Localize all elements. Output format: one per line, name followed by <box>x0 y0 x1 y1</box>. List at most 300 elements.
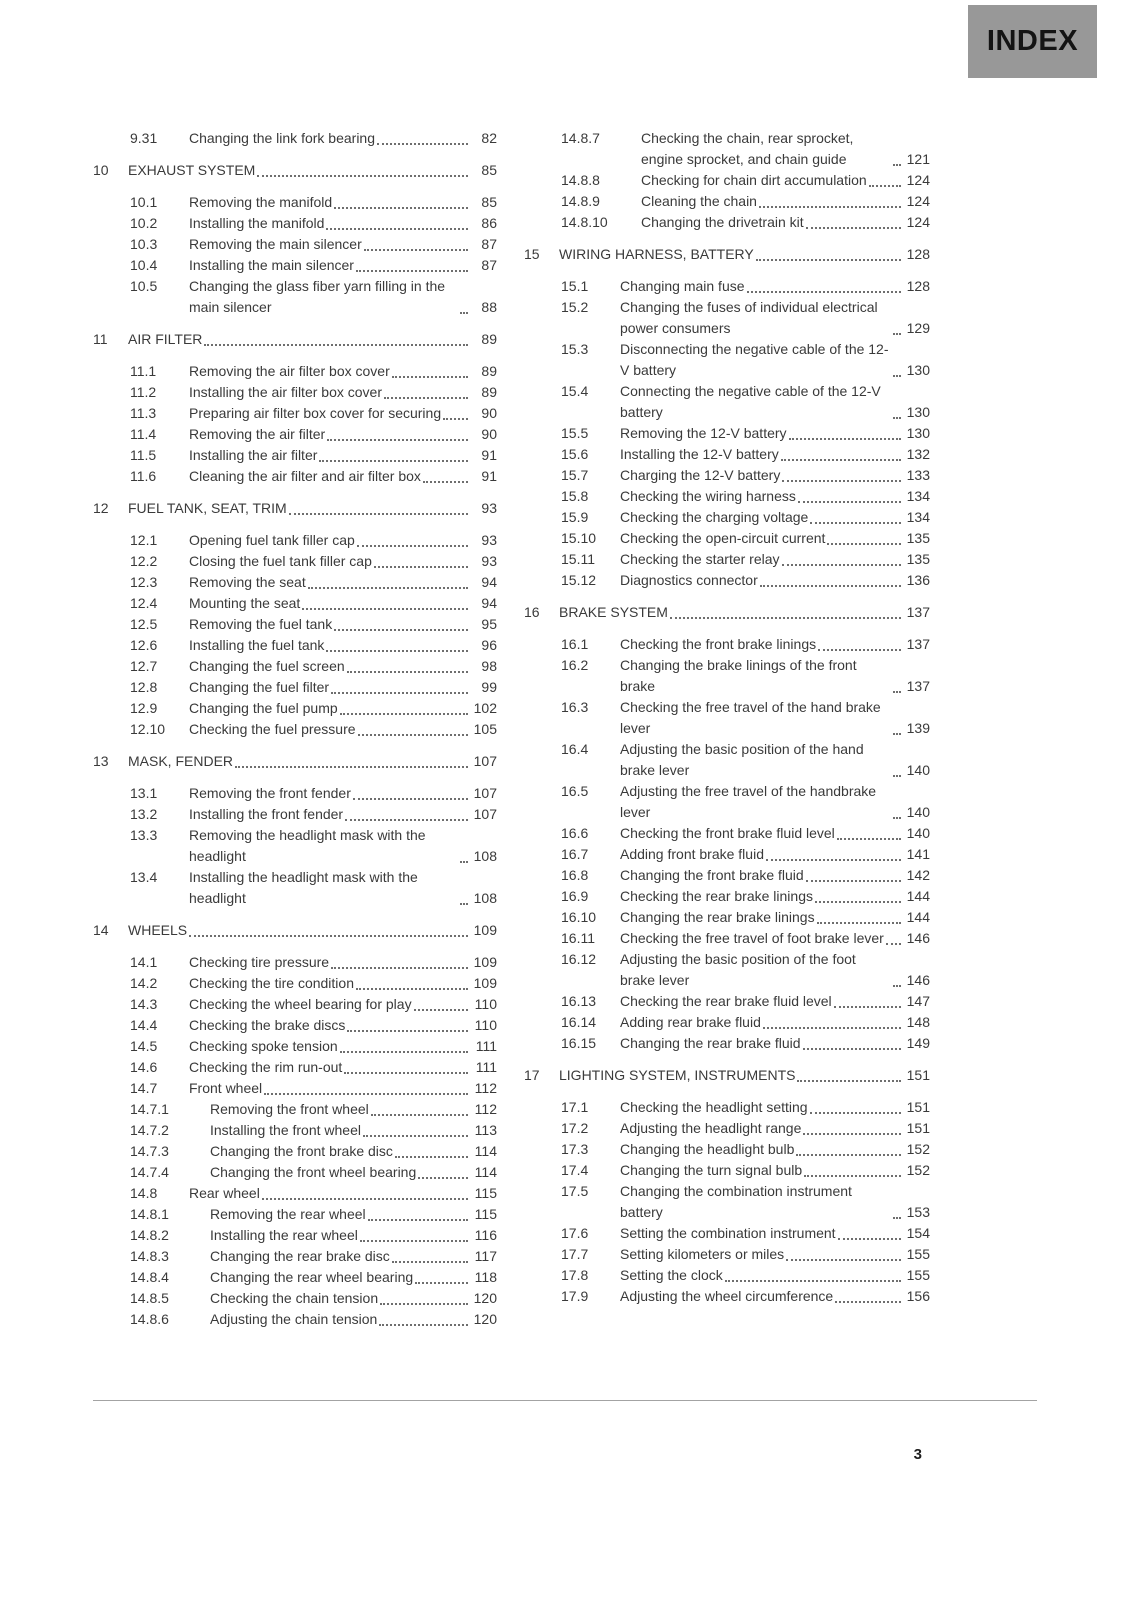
toc-entry-page: 107 <box>473 785 497 801</box>
toc-entry-number: 12.5 <box>130 616 158 632</box>
dot-leader <box>380 1303 468 1305</box>
dot-leader <box>326 228 468 230</box>
toc-entry-label: Adjusting the wheel circumference <box>620 1288 834 1304</box>
dot-leader <box>371 1114 468 1116</box>
dot-leader <box>838 1238 901 1240</box>
dot-leader <box>340 713 468 715</box>
toc-entry-number: 15.5 <box>561 425 589 441</box>
toc-entry-row <box>524 465 930 486</box>
dot-leader <box>817 922 901 924</box>
toc-chapter-row <box>93 160 497 181</box>
toc-entry-row <box>524 128 930 170</box>
dot-leader <box>363 1135 468 1137</box>
toc-entry-page: 128 <box>906 278 930 294</box>
toc-entry-number: 16.1 <box>561 636 589 652</box>
toc-entry-label: Changing the combination instrument battery <box>620 1183 852 1220</box>
toc-entry-label: Checking the fuel pressure <box>189 721 356 737</box>
toc-entry-page: 139 <box>906 720 930 736</box>
toc-entry-row <box>93 128 497 149</box>
toc-entry-label: Setting the clock <box>620 1267 723 1283</box>
toc-entry-label: Changing the rear brake linings <box>620 909 815 925</box>
toc-entry-label: Checking spoke tension <box>189 1038 338 1054</box>
toc-entry-label: Connecting the negative cable of the 12-V battery <box>620 383 881 420</box>
toc-entry-number: 15.4 <box>561 383 589 399</box>
toc-entry-number: 17.3 <box>561 1141 589 1157</box>
toc-entry-number: 14.5 <box>130 1038 158 1054</box>
toc-entry-number: 17.7 <box>561 1246 589 1262</box>
toc-entry-label: Adjusting the free travel of the handbrake lever <box>620 783 877 820</box>
toc-entry-page: 148 <box>906 1014 930 1030</box>
dot-leader <box>368 1219 468 1221</box>
toc-entry-label: Checking the rim run-out <box>189 1059 343 1075</box>
dot-leader <box>782 564 901 566</box>
toc-entry-page: 96 <box>481 637 497 653</box>
toc-entry-row <box>524 381 930 423</box>
dot-leader <box>789 438 901 440</box>
dot-leader <box>423 481 468 483</box>
toc-entry-page: 124 <box>906 214 930 230</box>
toc-entry-label: Removing the fuel tank <box>189 616 333 632</box>
toc-entry-row <box>524 276 930 297</box>
toc-entry-label: Adjusting the basic position of the foot brake lever <box>620 951 856 988</box>
dot-leader <box>725 1280 901 1282</box>
toc-entry-number: 12.4 <box>130 595 158 611</box>
toc-entry-page: 95 <box>481 616 497 632</box>
toc-entry-page: 113 <box>474 1122 497 1138</box>
toc-entry-number: 14.8.5 <box>130 1290 169 1306</box>
toc-entry-row <box>93 656 497 677</box>
toc-entry-number: 12.1 <box>130 532 158 548</box>
toc-entry-page: 129 <box>906 320 930 336</box>
dot-leader <box>374 566 468 568</box>
dot-leader <box>893 817 901 819</box>
toc-entry-number: 14.7 <box>130 1080 158 1096</box>
toc-entry-row <box>93 530 497 551</box>
toc-entry-row <box>93 234 497 255</box>
toc-entry-label: Removing the headlight mask with the headlight <box>189 827 426 864</box>
toc-entry-label: Removing the front fender <box>189 785 351 801</box>
toc-entry-number: 11.4 <box>130 426 157 442</box>
toc-entry-page: 105 <box>473 721 497 737</box>
toc-entry-row <box>93 1078 497 1099</box>
toc-entry-number: 12.8 <box>130 679 158 695</box>
dot-leader <box>460 903 468 905</box>
toc-entry-page: 152 <box>906 1141 930 1157</box>
toc-entry-row <box>524 739 930 781</box>
toc-entry-number: 14.7.2 <box>130 1122 169 1138</box>
toc-entry-row <box>93 1288 497 1309</box>
dot-leader <box>377 143 468 145</box>
dot-leader <box>356 988 468 990</box>
toc-entry-label: WHEELS <box>128 922 188 938</box>
toc-entry-page: 111 <box>475 1059 497 1075</box>
dot-leader <box>460 861 468 863</box>
toc-entry-row <box>93 804 497 825</box>
toc-entry-row <box>524 1160 930 1181</box>
dot-leader <box>392 1261 468 1263</box>
toc-entry-row <box>93 698 497 719</box>
toc-entry-label: Adjusting the headlight range <box>620 1120 802 1136</box>
toc-entry-number: 17.8 <box>561 1267 589 1283</box>
dot-leader <box>395 1156 468 1158</box>
toc-entry-number: 13.3 <box>130 827 158 843</box>
dot-leader <box>670 617 901 619</box>
toc-entry-number: 14.8 <box>130 1185 158 1201</box>
toc-entry-row <box>93 1183 497 1204</box>
toc-entry-page: 130 <box>906 404 930 420</box>
toc-entry-page: 124 <box>906 193 930 209</box>
dot-leader <box>763 1027 901 1029</box>
toc-entry-page: 155 <box>906 1267 930 1283</box>
dot-leader <box>803 1048 901 1050</box>
toc-entry-page: 153 <box>906 1204 930 1220</box>
toc-entry-number: 16.3 <box>561 699 589 715</box>
toc-entry-page: 109 <box>473 975 497 991</box>
toc-entry-page: 141 <box>906 846 930 862</box>
toc-entry-number: 11.3 <box>130 405 157 421</box>
toc-entry-number: 11 <box>93 331 108 347</box>
dot-leader <box>893 333 901 335</box>
toc-entry-page: 93 <box>481 500 497 516</box>
toc-entry-label: Installing the fuel tank <box>189 637 325 653</box>
toc-entry-page: 89 <box>481 331 497 347</box>
toc-entry-label: Changing the headlight bulb <box>620 1141 795 1157</box>
toc-entry-number: 11.1 <box>130 363 157 379</box>
toc-entry-label: WIRING HARNESS, BATTERY <box>559 246 754 262</box>
dot-leader <box>189 935 468 937</box>
toc-entry-row <box>93 1099 497 1120</box>
toc-entry-label: Installing the front wheel <box>210 1122 361 1138</box>
toc-entry-row <box>93 973 497 994</box>
toc-entry-label: Installing the air filter <box>189 447 318 463</box>
dot-leader <box>360 1240 468 1242</box>
toc-entry-label: Removing the main silencer <box>189 236 362 252</box>
toc-entry-number: 13.1 <box>130 785 158 801</box>
toc-entry-page: 89 <box>481 384 497 400</box>
toc-entry-number: 17.4 <box>561 1162 589 1178</box>
toc-entry-label: Installing the front fender <box>189 806 344 822</box>
toc-entry-number: 17.6 <box>561 1225 589 1241</box>
toc-entry-number: 16.12 <box>561 951 597 967</box>
toc-entry-row <box>524 191 930 212</box>
toc-entry-label: Installing the headlight mask with the headlight <box>189 869 418 906</box>
dot-leader <box>818 649 901 651</box>
toc-entry-page: 118 <box>474 1269 497 1285</box>
toc-entry-page: 117 <box>474 1248 497 1264</box>
toc-entry-label: Checking the brake discs <box>189 1017 346 1033</box>
toc-entry-row <box>524 781 930 823</box>
toc-entry-page: 146 <box>906 930 930 946</box>
toc-entry-number: 11.2 <box>130 384 157 400</box>
table-of-contents <box>93 128 930 1330</box>
toc-entry-label: Adding rear brake fluid <box>620 1014 761 1030</box>
toc-entry-page: 144 <box>906 888 930 904</box>
dot-leader <box>443 418 468 420</box>
toc-entry-row <box>93 572 497 593</box>
toc-entry-row <box>93 276 497 318</box>
toc-entry-label: Adjusting the basic position of the hand brake lever <box>620 741 864 778</box>
dot-leader <box>786 1259 901 1261</box>
toc-entry-number: 14.1 <box>130 954 158 970</box>
toc-column-left <box>93 128 497 1330</box>
dot-leader <box>810 1112 901 1114</box>
dot-leader <box>356 270 468 272</box>
toc-entry-label: Mounting the seat <box>189 595 301 611</box>
toc-entry-row <box>93 1267 497 1288</box>
toc-entry-number: 12.7 <box>130 658 158 674</box>
toc-entry-label: Changing the turn signal bulb <box>620 1162 803 1178</box>
dot-leader <box>893 1217 901 1219</box>
toc-entry-label: Changing the front wheel bearing <box>210 1164 417 1180</box>
toc-entry-number: 10.5 <box>130 278 158 294</box>
toc-entry-number: 10.2 <box>130 215 158 231</box>
toc-entry-row <box>524 1097 930 1118</box>
toc-entry-label: Cleaning the chain <box>641 193 757 209</box>
toc-entry-row <box>93 1015 497 1036</box>
toc-entry-label: Adding front brake fluid <box>620 846 764 862</box>
toc-entry-page: 112 <box>474 1101 497 1117</box>
dot-leader <box>893 417 901 419</box>
toc-entry-number: 16.13 <box>561 993 597 1009</box>
toc-entry-label: Preparing air filter box cover for securing <box>189 405 442 421</box>
toc-entry-label: Installing the manifold <box>189 215 325 231</box>
toc-entry-number: 15.2 <box>561 299 589 315</box>
dot-leader <box>302 608 468 610</box>
dot-leader <box>756 259 901 261</box>
toc-entry-page: 115 <box>474 1185 497 1201</box>
toc-entry-row <box>524 1033 930 1054</box>
toc-entry-number: 12.6 <box>130 637 158 653</box>
toc-entry-label: MASK, FENDER <box>128 753 234 769</box>
toc-entry-page: 120 <box>473 1311 497 1327</box>
toc-entry-row <box>93 1036 497 1057</box>
toc-entry-row <box>524 655 930 697</box>
toc-entry-number: 12.9 <box>130 700 158 716</box>
toc-entry-number: 14.8.6 <box>130 1311 169 1327</box>
dot-leader <box>806 227 901 229</box>
toc-entry-number: 11.5 <box>130 447 157 463</box>
toc-entry-row <box>93 677 497 698</box>
toc-entry-number: 15 <box>524 246 540 262</box>
toc-entry-row <box>93 994 497 1015</box>
toc-entry-page: 91 <box>481 468 497 484</box>
toc-entry-page: 108 <box>473 890 497 906</box>
toc-entry-row <box>93 635 497 656</box>
toc-entry-number: 15.8 <box>561 488 589 504</box>
toc-entry-number: 16.8 <box>561 867 589 883</box>
toc-entry-page: 110 <box>474 996 497 1012</box>
toc-entry-label: Changing the rear wheel bearing <box>210 1269 414 1285</box>
toc-entry-number: 10.4 <box>130 257 158 273</box>
toc-entry-row <box>93 614 497 635</box>
toc-entry-number: 12.2 <box>130 553 158 569</box>
toc-entry-page: 109 <box>473 922 497 938</box>
toc-entry-page: 137 <box>906 604 930 620</box>
toc-entry-row <box>524 1265 930 1286</box>
toc-entry-label: FUEL TANK, SEAT, TRIM <box>128 500 287 516</box>
toc-entry-label: Changing the glass fiber yarn filling in the main silencer <box>189 278 446 315</box>
toc-entry-number: 16.15 <box>561 1035 597 1051</box>
dot-leader <box>357 545 468 547</box>
toc-entry-number: 16 <box>524 604 540 620</box>
toc-entry-page: 89 <box>481 363 497 379</box>
toc-entry-page: 107 <box>473 806 497 822</box>
toc-entry-number: 15.9 <box>561 509 589 525</box>
toc-chapter-row <box>93 920 497 941</box>
toc-entry-page: 151 <box>906 1120 930 1136</box>
toc-entry-label: Checking the chain, rear sprocket, engine sprocket, and chain guide <box>641 130 854 167</box>
dot-leader <box>353 798 468 800</box>
toc-entry-page: 90 <box>481 426 497 442</box>
toc-entry-label: Checking the chain tension <box>210 1290 379 1306</box>
toc-entry-number: 12 <box>93 500 109 516</box>
toc-entry-page: 136 <box>906 572 930 588</box>
dot-leader <box>414 1009 468 1011</box>
toc-entry-label: Changing the rear brake fluid <box>620 1035 801 1051</box>
toc-entry-row <box>93 825 497 867</box>
dot-leader <box>344 1072 468 1074</box>
toc-entry-row <box>93 255 497 276</box>
toc-entry-row <box>524 1118 930 1139</box>
toc-entry-page: 124 <box>906 172 930 188</box>
dot-leader <box>379 1324 468 1326</box>
toc-entry-number: 15.7 <box>561 467 589 483</box>
toc-entry-row <box>93 783 497 804</box>
toc-entry-label: Changing the fuel screen <box>189 658 345 674</box>
toc-entry-row <box>93 361 497 382</box>
toc-entry-number: 17.5 <box>561 1183 589 1199</box>
toc-entry-page: 121 <box>906 151 930 167</box>
toc-entry-label: Changing main fuse <box>620 278 745 294</box>
toc-entry-label: Checking the wiring harness <box>620 488 796 504</box>
dot-leader <box>345 819 468 821</box>
toc-entry-label: Changing the fuses of individual electrical power consumers <box>620 299 878 336</box>
toc-entry-label: Checking the free travel of foot brake lever <box>620 930 884 946</box>
toc-entry-row <box>524 697 930 739</box>
toc-entry-number: 17.9 <box>561 1288 589 1304</box>
toc-entry-page: 114 <box>474 1143 497 1159</box>
dot-leader <box>837 838 901 840</box>
toc-entry-row <box>524 865 930 886</box>
toc-chapter-row <box>524 244 930 265</box>
toc-entry-row <box>93 466 497 487</box>
toc-entry-number: 14.8.4 <box>130 1269 169 1285</box>
toc-entry-row <box>93 1204 497 1225</box>
toc-entry-page: 154 <box>906 1225 930 1241</box>
toc-entry-row <box>93 382 497 403</box>
toc-entry-label: Setting kilometers or miles <box>620 1246 785 1262</box>
toc-entry-label: Changing the front brake disc <box>210 1143 393 1159</box>
dot-leader <box>289 513 468 515</box>
toc-entry-page: 109 <box>473 954 497 970</box>
dot-leader <box>835 1301 901 1303</box>
dot-leader <box>782 480 901 482</box>
dot-leader <box>319 460 468 462</box>
footer-divider <box>93 1400 1037 1401</box>
toc-entry-row <box>93 213 497 234</box>
toc-entry-page: 140 <box>906 825 930 841</box>
toc-entry-row <box>524 507 930 528</box>
toc-entry-page: 90 <box>481 405 497 421</box>
toc-entry-label: Changing the drivetrain kit <box>641 214 804 230</box>
dot-leader <box>326 650 468 652</box>
dot-leader <box>806 880 901 882</box>
dot-leader <box>815 901 901 903</box>
toc-chapter-row <box>93 751 497 772</box>
toc-entry-label: Checking the wheel bearing for play <box>189 996 412 1012</box>
toc-entry-number: 16.5 <box>561 783 589 799</box>
dot-leader <box>334 629 468 631</box>
toc-entry-label: Changing the front brake fluid <box>620 867 804 883</box>
toc-entry-number: 15.12 <box>561 572 597 588</box>
toc-entry-label: Removing the air filter box cover <box>189 363 390 379</box>
toc-entry-row <box>524 844 930 865</box>
toc-entry-page: 128 <box>906 246 930 262</box>
dot-leader <box>804 1175 901 1177</box>
toc-entry-label: Installing the main silencer <box>189 257 354 273</box>
toc-entry-row <box>524 212 930 233</box>
toc-entry-number: 16.4 <box>561 741 589 757</box>
toc-entry-number: 10 <box>93 162 109 178</box>
dot-leader <box>340 1051 468 1053</box>
toc-entry-number: 14.8.7 <box>561 130 600 146</box>
dot-leader <box>347 1030 468 1032</box>
dot-leader <box>262 1198 468 1200</box>
toc-entry-row <box>93 1141 497 1162</box>
toc-entry-label: Setting the combination instrument <box>620 1225 836 1241</box>
toc-entry-label: EXHAUST SYSTEM <box>128 162 256 178</box>
toc-entry-number: 13 <box>93 753 109 769</box>
dot-leader <box>834 1006 901 1008</box>
dot-leader <box>264 1093 468 1095</box>
toc-entry-row <box>524 1244 930 1265</box>
toc-chapter-row <box>524 1065 930 1086</box>
dot-leader <box>797 1080 901 1082</box>
toc-entry-row <box>524 1223 930 1244</box>
dot-leader <box>893 691 901 693</box>
toc-entry-page: 93 <box>481 532 497 548</box>
toc-entry-row <box>524 1139 930 1160</box>
toc-entry-row <box>524 1286 930 1307</box>
toc-entry-label: Removing the front wheel <box>210 1101 369 1117</box>
toc-entry-number: 17.1 <box>561 1099 589 1115</box>
dot-leader <box>364 249 468 251</box>
toc-entry-number: 14.8.10 <box>561 214 608 230</box>
toc-entry-number: 16.9 <box>561 888 589 904</box>
toc-entry-number: 15.6 <box>561 446 589 462</box>
toc-entry-label: Changing the rear brake disc <box>210 1248 390 1264</box>
toc-entry-number: 14.7.1 <box>130 1101 169 1117</box>
dot-leader <box>747 291 901 293</box>
toc-entry-label: Closing the fuel tank filler cap <box>189 553 372 569</box>
toc-entry-page: 85 <box>481 194 497 210</box>
toc-entry-page: 144 <box>906 909 930 925</box>
toc-entry-page: 156 <box>906 1288 930 1304</box>
toc-entry-page: 151 <box>906 1099 930 1115</box>
toc-entry-page: 85 <box>481 162 497 178</box>
toc-entry-row <box>93 1120 497 1141</box>
toc-entry-row <box>524 423 930 444</box>
toc-entry-row <box>93 952 497 973</box>
toc-entry-number: 17.2 <box>561 1120 589 1136</box>
toc-entry-page: 111 <box>475 1038 497 1054</box>
toc-entry-row <box>93 551 497 572</box>
dot-leader <box>827 543 901 545</box>
toc-entry-label: Diagnostics connector <box>620 572 758 588</box>
toc-entry-page: 130 <box>906 425 930 441</box>
toc-entry-page: 116 <box>474 1227 497 1243</box>
toc-entry-row <box>524 907 930 928</box>
